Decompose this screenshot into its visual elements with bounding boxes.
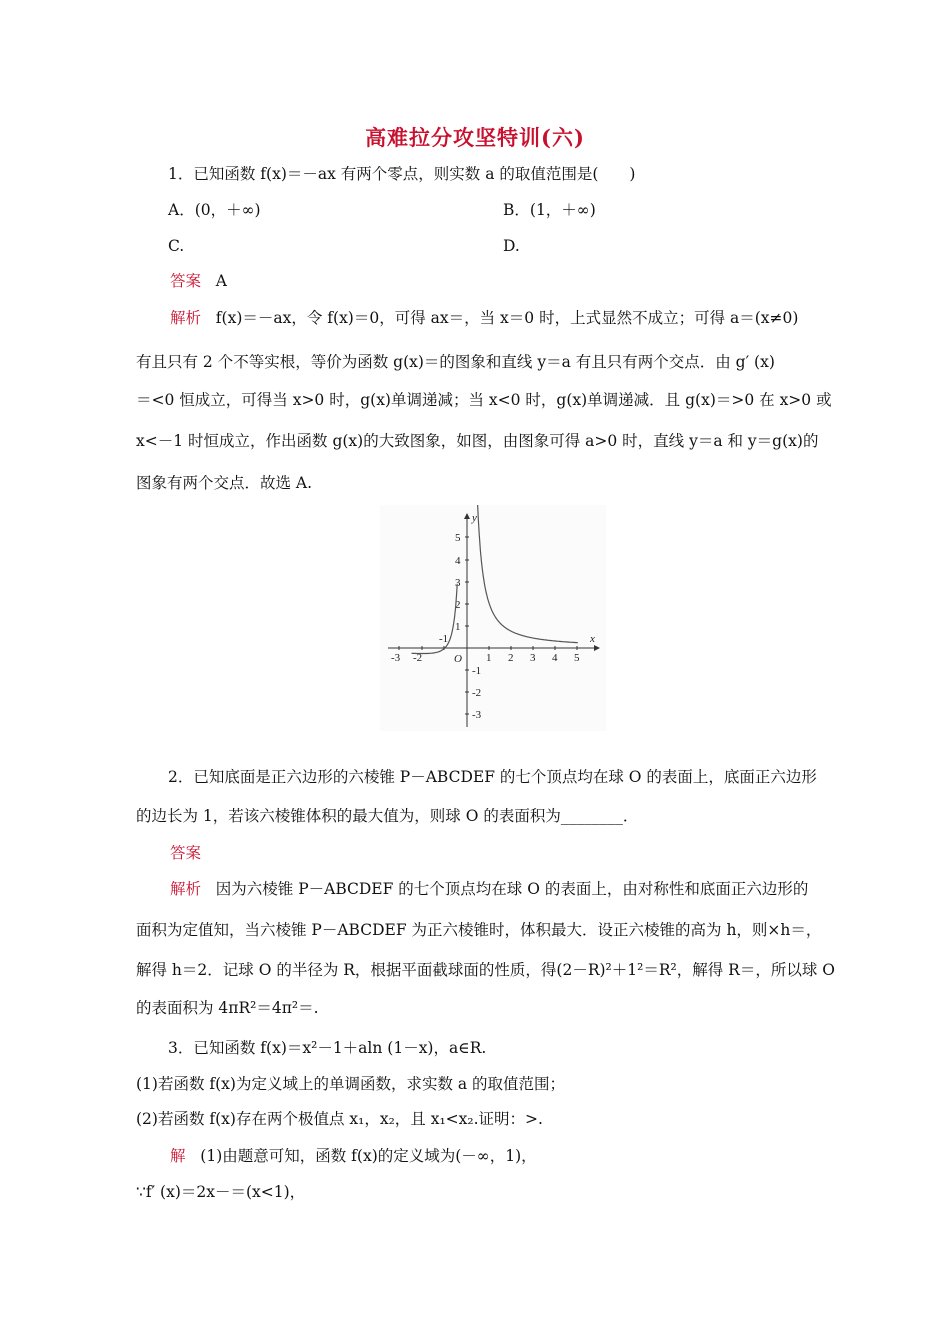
q1-analysis-line2: 有且只有 2 个不等实根，等价为函数 g(x)＝的图象和直线 y＝a 有且只有两个交点．由 g′ (x) — [136, 353, 775, 371]
q1-analysis-line1 — [170, 308, 798, 328]
y-tick-label: 3 — [455, 577, 461, 589]
analysis-text: 因为六棱锥 P－ABCDEF 的七个顶点均在球 O 的表面上，由对称性和底面正六边形的 — [215, 880, 809, 898]
q1-analysis-line3: ＝<0 恒成立，可得当 x>0 时，g(x)单调递减；当 x<0 时，g(x)单调递减．且 g(x)＝>0 在 x>0 或 — [136, 391, 832, 409]
y-tick-label: 2 — [455, 599, 461, 611]
y-tick-label: 1 — [455, 621, 461, 633]
q2-stem-line2: 的边长为 1，若该六棱锥体积的最大值为，则球 O 的表面积为________． — [136, 807, 639, 825]
q2-analysis-line2: 面积为定值知，当六棱锥 P－ABCDEF 为正六棱锥时，体积最大．设正六棱锥的高为 h，则×h＝， — [136, 921, 822, 939]
analysis-label: 解析 — [170, 880, 202, 898]
y-tick-label: -3 — [472, 709, 482, 721]
q1-option-d: D. — [503, 237, 520, 255]
q3-part1: (1)若函数 f(x)为定义域上的单调函数，求实数 a 的取值范围； — [136, 1075, 566, 1093]
x-tick-label: -3 — [391, 652, 401, 664]
page-title: 高难拉分攻坚特训(六) — [365, 125, 585, 150]
q1-option-b: B．(1，＋∞) — [503, 201, 596, 219]
q1-stem: 1．已知函数 f(x)＝－ax 有两个零点，则实数 a 的取值范围是( ) — [168, 165, 636, 183]
x-axis-arrow — [594, 645, 600, 651]
x-tick-label: 1 — [486, 652, 492, 664]
q3-stem: 3．已知函数 f(x)＝x²－1＋aln (1－x)，a∈R. — [168, 1039, 487, 1057]
x-tick-label: 4 — [552, 652, 558, 664]
q2-answer — [170, 843, 201, 863]
x-tick-label: -2 — [413, 652, 423, 664]
x-tick-label: 2 — [508, 652, 514, 664]
y-axis-label: y — [472, 512, 477, 524]
q1-option-a: A．(0，＋∞) — [168, 201, 261, 219]
solution-label: 解 — [170, 1147, 186, 1165]
y-tick-label: -2 — [472, 687, 482, 699]
q1-answer — [170, 271, 227, 291]
analysis-text: f(x)＝－ax，令 f(x)＝0，可得 ax＝，当 x＝0 时，上式显然不成立；可得 a＝(x≠0) — [215, 309, 799, 327]
q2-analysis-line3: 解得 h＝2．记球 O 的半径为 R，根据平面截球面的性质，得(2－R)²＋1²＝R²，解得 R＝，所以球 O — [136, 961, 835, 979]
solution-text: (1)由题意可知，函数 f(x)的定义域为(－∞，1)， — [200, 1147, 537, 1165]
y-tick-label: 4 — [455, 555, 461, 567]
q1-analysis-line5: 图象有两个交点．故选 A. — [136, 474, 313, 492]
x-tick-label: 3 — [530, 652, 536, 664]
minus-one-label: -1 — [439, 633, 449, 645]
q1-option-c: C. — [168, 237, 185, 255]
q3-solution-line2: ∵f′ (x)＝2x－＝(x<1)， — [136, 1183, 306, 1201]
curve-right-branch — [477, 505, 577, 643]
function-graph — [380, 505, 606, 731]
q2-analysis-line1 — [170, 879, 808, 899]
analysis-label: 解析 — [170, 309, 202, 327]
answer-value: A — [215, 272, 227, 290]
curve-left-branch — [412, 584, 458, 654]
answer-label: 答案 — [170, 844, 202, 862]
x-axis-label: x — [590, 633, 595, 645]
origin-label: O — [454, 653, 462, 665]
q2-analysis-line4: 的表面积为 4πR²＝4π²＝. — [136, 999, 319, 1017]
x-tick-label: 5 — [574, 652, 580, 664]
q3-solution-line1 — [170, 1146, 537, 1166]
y-tick-label: 5 — [455, 532, 461, 544]
answer-label: 答案 — [170, 272, 202, 290]
q1-analysis-line4: x<－1 时恒成立，作出函数 g(x)的大致图象，如图，由图象可得 a>0 时，直线 y＝a 和 y＝g(x)的 — [136, 432, 819, 450]
y-tick-label: -1 — [472, 665, 482, 677]
y-axis-arrow — [464, 513, 470, 519]
q2-stem-line1: 2．已知底面是正六边形的六棱锥 P－ABCDEF 的七个顶点均在球 O 的表面上，底面正六边形 — [168, 768, 817, 786]
q3-part2: (2)若函数 f(x)存在两个极值点 x₁，x₂，且 x₁<x₂.证明：>. — [136, 1110, 543, 1128]
